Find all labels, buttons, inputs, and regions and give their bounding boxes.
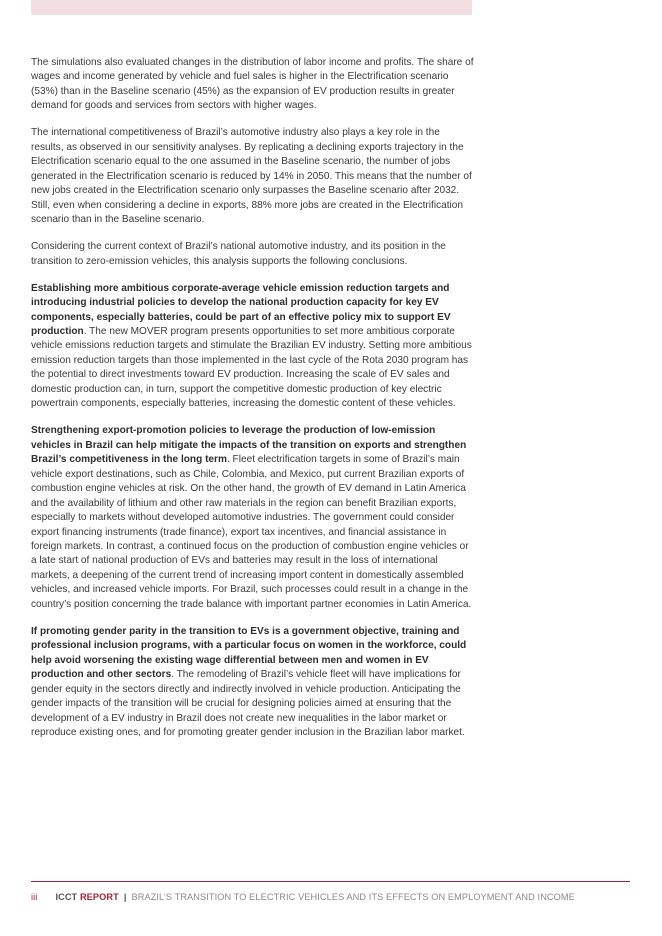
paragraph-text: Considering the current context of Brazil’s national automotive industry, and its position in the transition to zero-emission vehicles, this analysis supports the following conclusions. [31,241,446,267]
footer-divider [31,881,630,882]
paragraph-text: . The new MOVER program presents opportunities to set more ambitious corporate vehicle emissions reduction targets and stimulate the Brazilian EV industry. Setting more ambitious emission reduction targets than those implemented in the last cycle of the Rota 2030 program has the potential to direct investments toward EV production. Increasing the scale of EV sales and domestic production can, in turn, support the competitive domestic production of key electric powertrain components, especially batteries, increasing the domestic content of these vehicles. [31,326,472,410]
paragraph-lead: Strengthening export-promotion policies to leverage the production of low-emission vehicles in Brazil can help mitigate the impacts of the transition on exports and strengthen Brazil’s competitiveness in the long term [31,425,467,466]
paragraph-text: The international competitiveness of Brazil’s automotive industry also plays a key role in the results, as observed in our sensitivity analyses. By replicating a declining exports trajectory in the Electrification scenario equal to the one assumed in the Baseline scenario, the number of jobs generated in the Electrification scenario is reduced by 14% in 2050. This means that the number of new jobs created in the Electrification scenario only surpasses the Baseline scenario after 2032. Still, even when considering a decline in exports, 88% more jobs are created in the Electrification scenario than in the Baseline scenario. [31,127,472,226]
page-number: iii [31,892,38,902]
paragraph-lead: If promoting gender parity in the transition to EVs is a government objective, training and professional inclusion programs, with a particular focus on women in the workforce, could help avoid worsening the existing wage differential between men and women in EV production and other sectors [31,625,467,681]
paragraph-lead: Establishing more ambitious corporate-average vehicle emission reduction targets and introducing industrial policies to develop the national production capacity for key EV components, especially batteries, could be part of an effective policy mix to support EV production [31,282,451,338]
paragraph-conclusions-intro [31,240,474,269]
paragraph-income-distribution [31,56,474,114]
footer-org: ICCT [55,892,78,902]
paragraph-competitiveness [31,126,474,227]
page-footer [31,891,631,903]
footer-title: BRAZIL’S TRANSITION TO ELECTRIC VEHICLES AND ITS EFFECTS ON EMPLOYMENT AND INCOME [131,892,575,902]
paragraph-text: . The remodeling of Brazil’s vehicle fleet will have implications for gender equity in the sectors directly and indirectly involved in vehicle production. Anticipating the gender impacts of the transition will be crucial for designing policies aimed at ensuring that the development of a EV industry in Brazil does not create new inequalities in the labor market or reproduce existing ones, and for promoting greater gender inclusion in the Brazilian labor market. [31,669,465,738]
paragraph-export-promotion [31,424,474,612]
paragraph-emission-targets [31,282,474,412]
footer-separator: | [123,892,127,902]
paragraph-text: The simulations also evaluated changes in the distribution of labor income and profits. The share of wages and income generated by vehicle and fuel sales is higher in the Electrification scenario (53%) than in the Baseline scenario (45%) as the expansion of EV production results in greater demand for goods and services from sectors with higher wages. [31,57,474,112]
paragraph-gender-parity [31,625,474,741]
paragraph-text: . Fleet electrification targets in some of Brazil’s main vehicle export destinations, such as Chile, Colombia, and Mexico, put current Brazilian exports of combustion engine vehicles at risk. On the other hand, the growth of EV demand in Latin America and the availability of lithium and other raw materials in the region can benefit Brazilian exports, especially to markets without developed automotive industries. The government could consider export financing instruments (trade finance), export tax incentives, and financial assistance in foreign markets. In contrast, a continued focus on the production of combustion engine vehicles or a late start of national production of EVs and batteries may result in the loss of international markets, a deepening of the current trend of increasing import content in domestically assembled vehicles, and increased vehicle imports. For Brazil, such processes could result in a change in the country’s position concerning the trade balance with important partner economies in Latin America. [31,454,472,610]
top-decorative-band [31,0,472,15]
body-text [31,56,474,753]
footer-report-label: REPORT [79,892,119,902]
